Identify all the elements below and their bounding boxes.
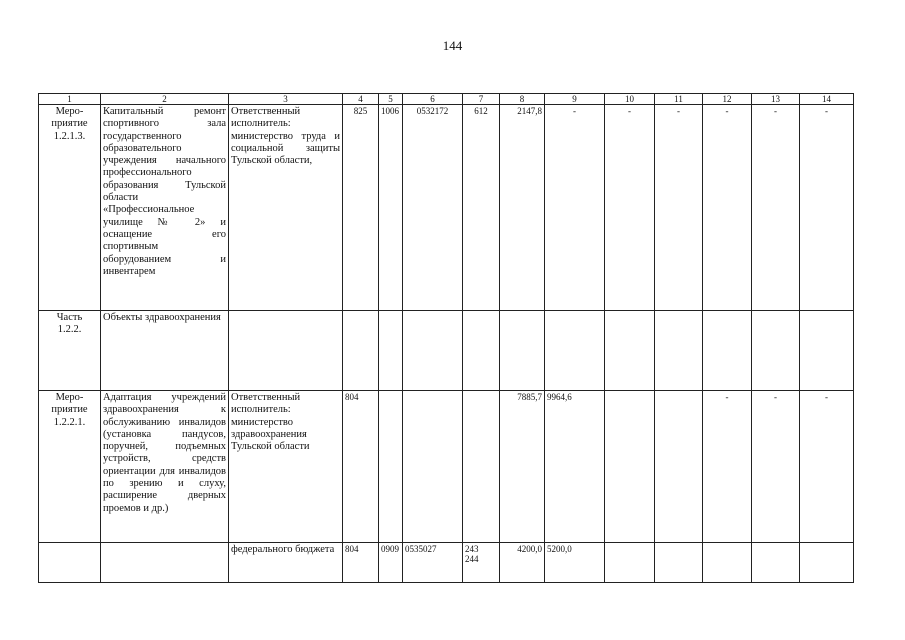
code-cell: 243 244 bbox=[463, 543, 500, 583]
measure-name: Капитальный ремонт спортивного зала государственного образовательного учреждения начального профессионального образования Тульской области «Профессиональное училище № 2» и оснащение его спортивным оборудованием и инвентарем bbox=[101, 105, 229, 311]
executor-cell: Ответственный исполнитель: министерство труда и социальной защиты Тульской области, bbox=[229, 105, 343, 311]
amount-cell bbox=[655, 543, 703, 583]
code-cell: 1006 bbox=[379, 105, 403, 311]
row-label: Меро- приятие 1.2.1.3. bbox=[39, 105, 101, 311]
amount-cell bbox=[800, 543, 854, 583]
executor-cell bbox=[229, 311, 343, 391]
table-header-row bbox=[39, 94, 854, 105]
header-cell: 3 bbox=[229, 94, 343, 105]
code-cell bbox=[403, 311, 463, 391]
amount-cell: - bbox=[545, 105, 605, 311]
row-label: Меро- приятие 1.2.2.1. bbox=[39, 391, 101, 543]
page-number: 144 bbox=[442, 38, 463, 53]
code-cell: 0909 bbox=[379, 543, 403, 583]
header-cell: 8 bbox=[500, 94, 545, 105]
header-cell: 11 bbox=[655, 94, 703, 105]
code-cell bbox=[403, 391, 463, 543]
header-cell: 2 bbox=[101, 94, 229, 105]
header-cell: 7 bbox=[463, 94, 500, 105]
amount-cell: - bbox=[800, 105, 854, 311]
row-label: Часть 1.2.2. bbox=[39, 311, 101, 391]
code-cell: 0532172 bbox=[403, 105, 463, 311]
amount-cell: - bbox=[703, 105, 752, 311]
amount-cell: - bbox=[605, 105, 655, 311]
code-cell: 0535027 bbox=[403, 543, 463, 583]
amount-cell bbox=[703, 311, 752, 391]
measure-name: Адаптация учреждений здравоохранения к обслуживанию инвалидов (установка пандусов, поручней, подъемных устройств, средств ориентации для инвалидов по зрению и слуху, расширение дверных проемов и др.) bbox=[101, 391, 229, 543]
budget-table bbox=[38, 93, 854, 583]
code-cell bbox=[463, 391, 500, 543]
header-cell: 13 bbox=[752, 94, 800, 105]
amount-cell: 5200,0 bbox=[545, 543, 605, 583]
header-cell: 4 bbox=[343, 94, 379, 105]
amount-cell: 2147,8 bbox=[500, 105, 545, 311]
amount-cell: - bbox=[800, 391, 854, 543]
measure-name: Объекты здравоохранения bbox=[101, 311, 229, 391]
amount-cell: 7885,7 bbox=[500, 391, 545, 543]
header-cell: 1 bbox=[39, 94, 101, 105]
code-cell: 804 bbox=[343, 543, 379, 583]
amount-cell bbox=[545, 311, 605, 391]
executor-cell: Ответственный исполнитель: министерство здравоохранения Тульской области bbox=[229, 391, 343, 543]
measure-name bbox=[101, 543, 229, 583]
amount-cell: - bbox=[655, 105, 703, 311]
amount-cell bbox=[605, 543, 655, 583]
amount-cell: - bbox=[752, 105, 800, 311]
code-cell: 825 bbox=[343, 105, 379, 311]
header-cell: 6 bbox=[403, 94, 463, 105]
amount-cell: 4200,0 bbox=[500, 543, 545, 583]
amount-cell bbox=[800, 311, 854, 391]
code-cell: 612 bbox=[463, 105, 500, 311]
code-cell bbox=[463, 311, 500, 391]
amount-cell bbox=[655, 311, 703, 391]
header-cell: 10 bbox=[605, 94, 655, 105]
header-cell: 5 bbox=[379, 94, 403, 105]
amount-cell bbox=[655, 391, 703, 543]
table-row bbox=[39, 311, 854, 391]
code-cell: 804 bbox=[343, 391, 379, 543]
header-cell: 12 bbox=[703, 94, 752, 105]
header-cell: 14 bbox=[800, 94, 854, 105]
amount-cell: - bbox=[752, 391, 800, 543]
amount-cell: 9964,6 bbox=[545, 391, 605, 543]
amount-cell bbox=[752, 543, 800, 583]
row-label bbox=[39, 543, 101, 583]
amount-cell bbox=[605, 311, 655, 391]
header-cell: 9 bbox=[545, 94, 605, 105]
code-cell bbox=[343, 311, 379, 391]
amount-cell bbox=[500, 311, 545, 391]
table-row bbox=[39, 105, 854, 311]
table-row bbox=[39, 543, 854, 583]
amount-cell bbox=[703, 543, 752, 583]
code-cell bbox=[379, 311, 403, 391]
table-row bbox=[39, 391, 854, 543]
executor-cell: федерального бюджета bbox=[229, 543, 343, 583]
code-cell bbox=[379, 391, 403, 543]
amount-cell: - bbox=[703, 391, 752, 543]
amount-cell bbox=[752, 311, 800, 391]
amount-cell bbox=[605, 391, 655, 543]
